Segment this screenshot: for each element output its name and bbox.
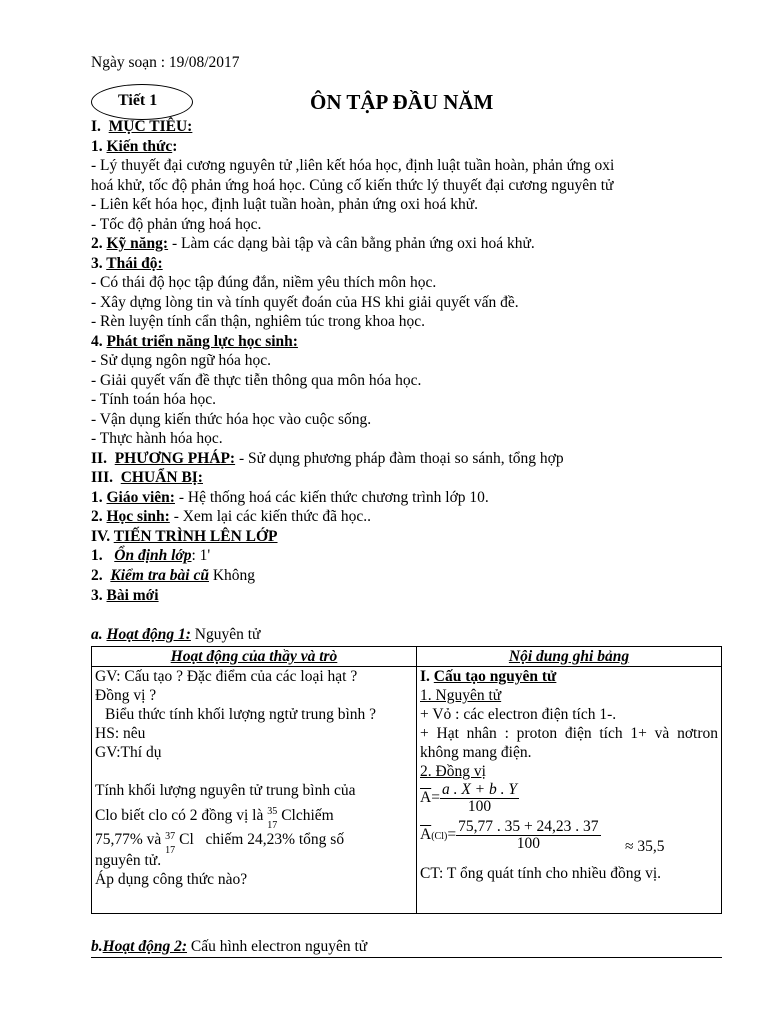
competence-line: - Tính toán hóa học.	[91, 391, 216, 408]
attitude-heading: 3. Thái độ:	[91, 255, 163, 272]
isotope-line-2: 75,77% và 37 17 Cl chiếm 24,23% tổng số	[95, 830, 345, 856]
col-header-board-content: Nội dung ghi bảng	[417, 647, 722, 667]
formula-average-mass: $\overline{A}=$ $\frac{a . X + b . Y}{100}$	[420, 781, 518, 815]
teacher-activity-cell: GV: Cấu tạo ? Đặc điểm của các loại hạt ? Đồng vị ? Biểu thức tính khối lượng ngtử trung bình ? HS: nêu GV:Thí dụ Tính khối lượng nguyên tử trung bình của Clo biết clo có 2 đồng vị là 35 17 Clchiếm 75,77% và 37 17 Cl chiếm 24,23% tổng số nguyên tử. Áp dụng công thức nào?	[92, 667, 417, 914]
knowledge-line: - Tốc độ phản ứng hoá học.	[91, 216, 262, 233]
step-item: 2. Kiểm tra bài cũ Không	[91, 567, 256, 584]
knowledge-line: - Lý thuyết đại cương nguyên tử ,liên kết hóa học, định luật tuần hoàn, phản ứng oxi	[91, 157, 615, 174]
section-preparation: III. CHUẨN BỊ:	[91, 469, 203, 486]
period-label: Tiết 1	[118, 92, 158, 109]
competence-line: - Thực hành hóa học.	[91, 430, 223, 447]
activity-1-heading: a. Hoạt động 1: Nguyên tử	[91, 626, 261, 643]
isotope-cl37: 37 17	[165, 830, 176, 856]
section-procedure: IV. TIẾN TRÌNH LÊN LỚP	[91, 528, 278, 545]
attitude-line: - Rèn luyện tính cẩn thận, nghiêm túc trong khoa học.	[91, 313, 426, 330]
knowledge-line: - Liên kết hóa học, định luật tuần hoàn, phản ứng oxi hoá khử.	[91, 196, 478, 213]
step-item: 3. Bài mới	[91, 587, 159, 604]
teacher-line: 1. Giáo viên: - Hệ thống hoá các kiến thức chương trình lớp 10.	[91, 489, 489, 506]
skills-line: 2. Kỹ năng: - Làm các dạng bài tập và cân bằng phản ứng oxi hoá khử.	[91, 235, 535, 252]
page-title: ÔN TẬP ĐẦU NĂM	[310, 90, 494, 114]
knowledge-heading: 1. Kiến thức:	[91, 138, 178, 155]
isotope-cl35: 35 17	[267, 806, 278, 832]
activity-2-heading: b.Hoạt động 2: Cấu hình electron nguyên tử	[91, 938, 368, 955]
formula-chlorine: $\overline{A}(Cl)=$ $\frac{75,77 . 35 + 24,23 . 37}{100}$ ≈ 35,5	[420, 818, 665, 855]
step-item: 1. Ổn định lớp: 1'	[91, 547, 211, 564]
activity-table	[91, 646, 722, 914]
board-content-cell: I. Cấu tạo nguyên tử 1. Nguyên tử + Vỏ : các electron điện tích 1-. + Hạt nhân : proton điện tích 1+ và nơtron không mang điện. 2. Đồng vị $\overline{A}=$ $\frac{a . X + b . Y}{100}$ $\overline{A}(Cl)=$ $\frac{75,77 . 35 + 24,23 . 37}{100}$ ≈ 35,5 CT: T ổng quát tính cho nhiều đồng vị.	[417, 667, 722, 914]
knowledge-line: hoá khử, tốc độ phản ứng hoá học. Củng cố kiến thức lý thuyết đại cương nguyên tử	[91, 177, 614, 194]
attitude-line: - Có thái độ học tập đúng đắn, niềm yêu thích môn học.	[91, 274, 437, 291]
competence-heading: 4. Phát triển năng lực học sinh:	[91, 333, 298, 350]
student-line: 2. Học sinh: - Xem lại các kiến thức đã học..	[91, 508, 372, 525]
attitude-line: - Xây dựng lòng tin và tính quyết đoán của HS khi giải quyết vấn đề.	[91, 294, 519, 311]
table-header-row	[92, 647, 722, 667]
preparation-date: Ngày soạn : 19/08/2017	[91, 54, 240, 71]
competence-line: - Giải quyết vấn đề thực tiễn thông qua môn hóa học.	[91, 372, 422, 389]
competence-line: - Vận dụng kiến thức hóa học vào cuộc sống.	[91, 411, 372, 428]
table-row	[92, 667, 722, 914]
competence-line: - Sử dụng ngôn ngữ hóa học.	[91, 352, 271, 369]
col-header-teacher-student: Hoạt động của thầy và trò	[92, 647, 417, 667]
section-objectives: I. MỤC TIÊU:	[91, 118, 193, 135]
section-method: II. PHƯƠNG PHÁP: - Sử dụng phương pháp đàm thoại so sánh, tổng hợp	[91, 450, 564, 467]
bottom-rule	[91, 957, 722, 958]
isotope-line-1: Clo biết clo có 2 đồng vị là 35 17 Clchiếm	[95, 806, 334, 832]
